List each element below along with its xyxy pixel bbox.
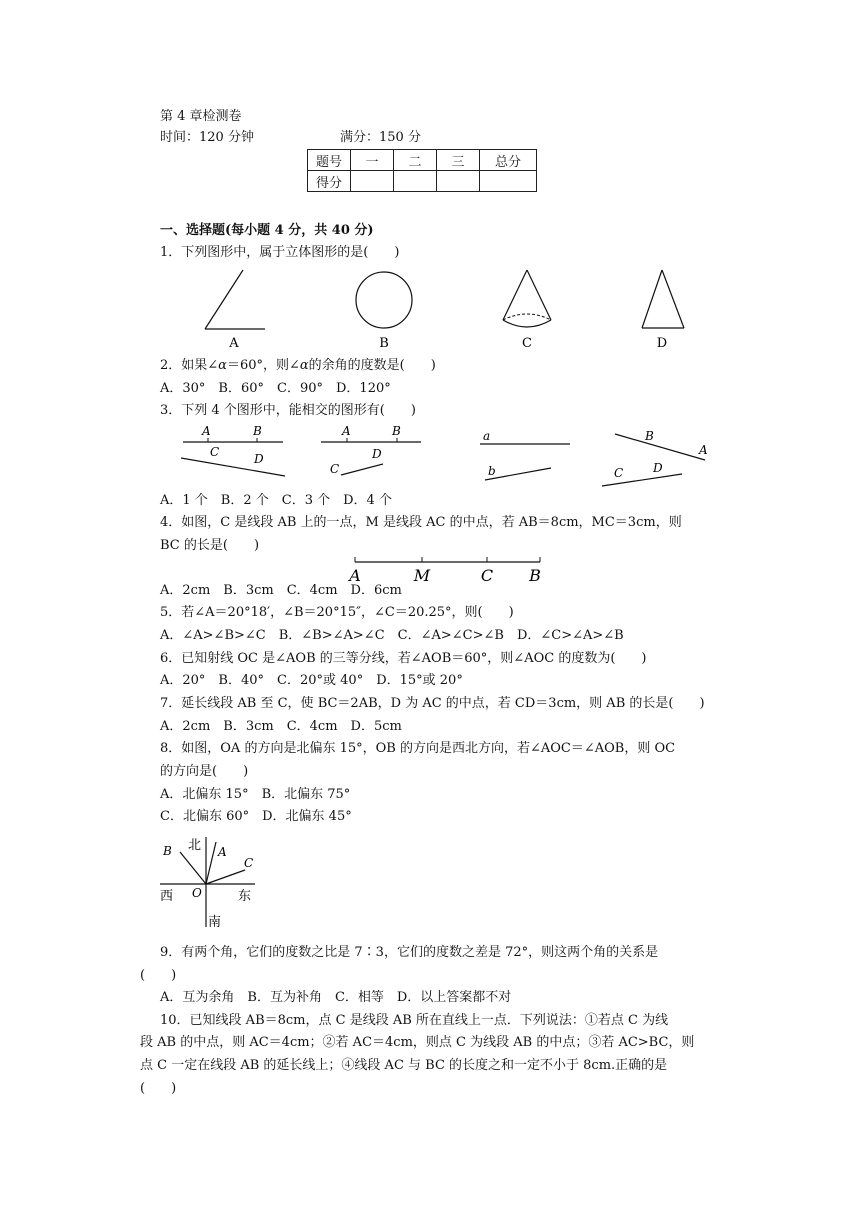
point-label: A xyxy=(699,443,708,457)
point-label: B xyxy=(645,429,654,443)
score-input-cell[interactable] xyxy=(351,171,394,192)
exam-time: 时间：120 分钟 xyxy=(160,130,254,145)
score-cell: 题号 xyxy=(308,150,351,171)
section-title: 一、选择题(每小题 4 分，共 40 分) xyxy=(160,223,374,238)
question-3-figures xyxy=(175,420,735,490)
question-2-stem xyxy=(160,358,436,374)
text-part: 的余角的度数是( ) xyxy=(308,358,436,373)
question-1-figures xyxy=(195,262,695,354)
triangle-edge xyxy=(642,270,662,328)
score-cell: 总分 xyxy=(480,150,537,171)
question-8-compass-figure xyxy=(155,832,265,932)
ray-ob xyxy=(180,852,206,884)
point-label: D xyxy=(372,447,382,461)
question-7-options: A．2cm B．3cm C．4cm D．5cm xyxy=(160,719,402,734)
text-part: α xyxy=(299,358,309,373)
point-label: C xyxy=(330,462,340,476)
cone-base-front xyxy=(503,320,551,327)
north-label: 北 xyxy=(188,838,202,853)
exam-title: 第 4 章检测卷 xyxy=(160,109,242,124)
point-label: B xyxy=(253,424,262,438)
score-input-cell[interactable] xyxy=(480,171,537,192)
score-cell: 三 xyxy=(437,150,480,171)
score-table xyxy=(307,149,537,192)
text-part: α xyxy=(218,358,227,373)
score-input-cell[interactable] xyxy=(437,171,480,192)
question-8-options-1: A．北偏东 15° B．北偏东 75° xyxy=(160,787,351,802)
question-8-options-2: C．北偏东 60° D．北偏东 45° xyxy=(160,809,352,824)
line-label: a xyxy=(483,429,491,443)
question-1-stem: 1．下列图形中，属于立体图形的是( ) xyxy=(160,245,400,260)
point-label-a: A xyxy=(218,845,227,859)
option-label-c: C xyxy=(522,336,532,351)
score-cell: 二 xyxy=(394,150,437,171)
question-8-line-1: 8．如图，OA 的方向是北偏东 15°，OB 的方向是西北方向，若∠AOC＝∠AOB，则 OC xyxy=(160,741,676,756)
line-label: b xyxy=(488,464,496,478)
point-label: A xyxy=(202,424,211,438)
question-9-line-2: ( ) xyxy=(140,968,177,983)
option-label-a: A xyxy=(229,336,239,351)
question-10-line-3: 点 C 一定在线段 AB 的延长线上；④线段 AC 与 BC 的长度之和一定不小于 8cm.正确的是 xyxy=(140,1058,668,1073)
score-table-score-row xyxy=(308,171,537,192)
question-6-options: A．20° B．40° C．20°或 40° D．15°或 20° xyxy=(160,673,463,688)
ray-oc xyxy=(206,870,245,884)
question-5-options: A．∠A>∠B>∠C B．∠B>∠A>∠C C．∠A>∠C>∠B D．∠C>∠A>∠B xyxy=(160,628,624,643)
text-part: ＝60°，则∠ xyxy=(226,358,300,373)
cone-base-back xyxy=(503,314,551,320)
option-label-b: B xyxy=(379,336,389,351)
point-label: D xyxy=(653,461,663,475)
origin-label: O xyxy=(192,886,202,900)
cone-edge xyxy=(503,270,527,320)
text-part: 2．如果∠ xyxy=(160,358,219,373)
question-4-figure xyxy=(345,553,555,585)
south-label: 南 xyxy=(208,915,222,930)
triangle-edge xyxy=(662,270,684,328)
point-label: D xyxy=(254,452,264,466)
question-4-line-2: BC 的长是( ) xyxy=(160,538,260,553)
score-cell: 得分 xyxy=(308,171,351,192)
point-label: B xyxy=(529,566,541,585)
line-cd xyxy=(181,458,285,476)
option-label-d: D xyxy=(656,336,668,351)
point-label-b: B xyxy=(163,844,172,858)
question-7-stem: 7．延长线段 AB 至 C，使 BC＝2AB，D 为 AC 的中点，若 CD＝3cm，则 AB 的长是( ) xyxy=(160,696,705,711)
score-input-cell[interactable] xyxy=(394,171,437,192)
point-label: C xyxy=(614,466,624,480)
point-label: M xyxy=(413,566,431,585)
segment-cd xyxy=(341,464,383,475)
circle-shape xyxy=(356,272,412,328)
score-table-header-row xyxy=(308,150,537,171)
point-label: A xyxy=(342,424,351,438)
point-label: B xyxy=(392,424,401,438)
question-3-stem: 3．下列 4 个图形中，能相交的图形有( ) xyxy=(160,403,416,418)
exam-full-score: 满分：150 分 xyxy=(340,130,421,145)
question-10-line-1: 10．已知线段 AB＝8cm，点 C 是线段 AB 所在直线上一点．下列说法：①若点 C 为线 xyxy=(160,1013,669,1028)
question-4-options: A．2cm B．3cm C．4cm D．6cm xyxy=(160,583,402,598)
east-label: 东 xyxy=(238,889,252,904)
question-4-line-1: 4．如图，C 是线段 AB 上的一点，M 是线段 AC 的中点，若 AB＝8cm，MC＝3cm，则 xyxy=(160,515,682,530)
question-10-line-2: 段 AB 的中点，则 AC＝4cm；②若 AC＝4cm，则点 C 为线段 AB 的中点；③若 AC>BC，则 xyxy=(140,1035,695,1050)
ray-oa xyxy=(206,842,216,884)
angle-ray xyxy=(205,270,243,329)
cone-edge xyxy=(527,270,551,320)
question-6-stem: 6．已知射线 OC 是∠AOB 的三等分线，若∠AOB＝60°，则∠AOC 的度数为( ) xyxy=(160,651,647,666)
question-2-options: A．30° B．60° C．90° D．120° xyxy=(160,381,391,396)
question-9-line-1: 9．有两个角，它们的度数之比是 7∶3，它们的度数之差是 72°，则这两个角的关系是 xyxy=(160,945,659,960)
point-label: C xyxy=(480,566,494,585)
question-8-line-2: 的方向是( ) xyxy=(160,764,249,779)
point-label-c: C xyxy=(244,856,254,870)
line-ab xyxy=(615,434,705,460)
point-label: A xyxy=(349,566,361,585)
question-9-options: A．互为余角 B．互为补角 C．相等 D．以上答案都不对 xyxy=(160,990,512,1005)
west-label: 西 xyxy=(160,889,174,904)
question-10-line-4: ( ) xyxy=(140,1081,177,1096)
score-cell: 一 xyxy=(351,150,394,171)
point-label: C xyxy=(210,445,220,459)
question-3-options: A．1 个 B．2 个 C．3 个 D．4 个 xyxy=(160,493,392,508)
question-5-stem: 5．若∠A＝20°18′，∠B＝20°15″，∠C＝20.25°，则( ) xyxy=(160,605,514,620)
